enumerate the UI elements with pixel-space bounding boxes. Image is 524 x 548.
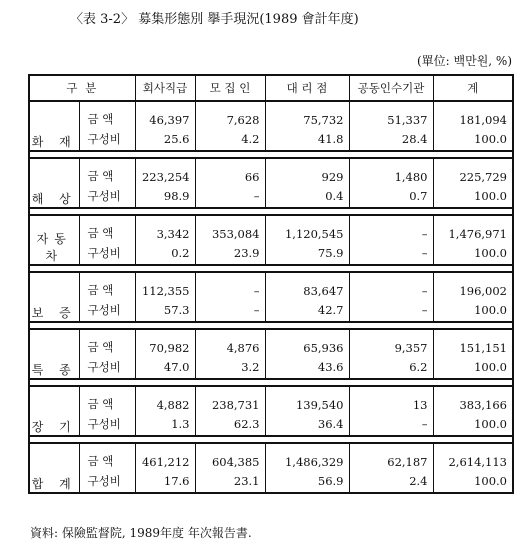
table-row xyxy=(29,127,513,151)
cell-amount-agent: 4,876 xyxy=(195,329,265,355)
header-category: 구 분 xyxy=(29,75,135,101)
group-gap xyxy=(29,436,513,443)
cell-amount-agent: – xyxy=(195,272,265,298)
table-row xyxy=(29,184,513,208)
cell-ratio-coinsurer: – xyxy=(349,241,433,265)
cell-ratio-total: 100.0 xyxy=(433,184,513,208)
group-label: 보 증 xyxy=(29,272,79,322)
cell-ratio-coinsurer: 0.7 xyxy=(349,184,433,208)
cell-amount-agent: 7,628 xyxy=(195,101,265,127)
cell-amount-broker: 1,486,329 xyxy=(265,443,349,469)
cell-ratio-agent: 3.2 xyxy=(195,355,265,379)
cell-ratio-total: 100.0 xyxy=(433,469,513,493)
row-label-amount: 금 액 xyxy=(87,397,114,411)
unit-note: (單位: 백만원, %) xyxy=(416,54,512,68)
cell-amount-agent: 353,084 xyxy=(195,215,265,241)
table-row xyxy=(29,443,513,469)
cell-ratio-agent: 23.1 xyxy=(195,469,265,493)
cell-ratio-broker: 36.4 xyxy=(265,412,349,436)
cell-amount-agent: 66 xyxy=(195,158,265,184)
table-row xyxy=(29,101,513,127)
cell-amount-total: 151,151 xyxy=(433,329,513,355)
cell-ratio-total: 100.0 xyxy=(433,355,513,379)
row-label-ratio: 구성비 xyxy=(79,298,135,322)
header-total: 계 xyxy=(433,75,513,101)
group-gap xyxy=(29,208,513,215)
cell-ratio-agent: 62.3 xyxy=(195,412,265,436)
cell-amount-direct: 461,212 xyxy=(135,443,195,469)
table-row xyxy=(29,241,513,265)
table-row xyxy=(29,386,513,412)
row-label-amount: 금 액 xyxy=(87,283,114,297)
cell-ratio-direct: 17.6 xyxy=(135,469,195,493)
cell-ratio-coinsurer: 6.2 xyxy=(349,355,433,379)
cell-amount-broker: 65,936 xyxy=(265,329,349,355)
cell-amount-coinsurer: 62,187 xyxy=(349,443,433,469)
cell-amount-agent: 238,731 xyxy=(195,386,265,412)
cell-ratio-agent: – xyxy=(195,184,265,208)
row-label-amount: 금 액 xyxy=(87,226,114,240)
cell-ratio-total: 100.0 xyxy=(433,298,513,322)
cell-amount-direct: 223,254 xyxy=(135,158,195,184)
row-label-amount: 금 액 xyxy=(87,112,114,126)
cell-amount-coinsurer: 13 xyxy=(349,386,433,412)
group-label: 해 상 xyxy=(29,158,79,208)
group-gap xyxy=(29,379,513,386)
cell-ratio-direct: 25.6 xyxy=(135,127,195,151)
cell-ratio-direct: 1.3 xyxy=(135,412,195,436)
cell-ratio-agent: 4.2 xyxy=(195,127,265,151)
cell-amount-coinsurer: 9,357 xyxy=(349,329,433,355)
cell-ratio-direct: 47.0 xyxy=(135,355,195,379)
cell-ratio-total: 100.0 xyxy=(433,412,513,436)
table-row xyxy=(29,215,513,241)
cell-amount-coinsurer: 1,480 xyxy=(349,158,433,184)
table-row xyxy=(29,329,513,355)
header-agent: 모 집 인 xyxy=(195,75,265,101)
header-broker: 대 리 점 xyxy=(265,75,349,101)
group-label: 합 계 xyxy=(29,443,79,493)
cell-amount-total: 181,094 xyxy=(433,101,513,127)
cell-ratio-broker: 42.7 xyxy=(265,298,349,322)
source-note: 資料: 保險監督院, 1989年度 年次報告書. xyxy=(30,526,252,540)
cell-ratio-coinsurer: – xyxy=(349,412,433,436)
cell-amount-total: 2,614,113 xyxy=(433,443,513,469)
table-title: 〈表 3-2〉 募集形態別 擧手現況(1989 會計年度) xyxy=(70,12,359,27)
group-label: 자동차 xyxy=(29,215,79,265)
row-label-ratio: 구성비 xyxy=(79,184,135,208)
cell-ratio-coinsurer: – xyxy=(349,298,433,322)
group-gap xyxy=(29,151,513,158)
row-label-ratio: 구성비 xyxy=(79,412,135,436)
cell-ratio-direct: 57.3 xyxy=(135,298,195,322)
row-label-amount: 금 액 xyxy=(87,340,114,354)
row-label-amount: 금 액 xyxy=(87,169,114,183)
cell-amount-broker: 929 xyxy=(265,158,349,184)
table-row xyxy=(29,158,513,184)
cell-amount-direct: 4,882 xyxy=(135,386,195,412)
table-row xyxy=(29,355,513,379)
cell-amount-total: 196,002 xyxy=(433,272,513,298)
cell-amount-coinsurer: – xyxy=(349,215,433,241)
cell-ratio-total: 100.0 xyxy=(433,241,513,265)
group-label: 화 재 xyxy=(29,101,79,151)
cell-amount-total: 225,729 xyxy=(433,158,513,184)
cell-amount-broker: 1,120,545 xyxy=(265,215,349,241)
table-body xyxy=(29,101,513,493)
cell-amount-direct: 70,982 xyxy=(135,329,195,355)
premium-table xyxy=(28,74,514,494)
cell-amount-direct: 46,397 xyxy=(135,101,195,127)
table-row xyxy=(29,272,513,298)
row-label-ratio: 구성비 xyxy=(79,127,135,151)
cell-ratio-total: 100.0 xyxy=(433,127,513,151)
cell-ratio-direct: 98.9 xyxy=(135,184,195,208)
cell-amount-coinsurer: 51,337 xyxy=(349,101,433,127)
table-row xyxy=(29,469,513,493)
cell-amount-total: 383,166 xyxy=(433,386,513,412)
table-row xyxy=(29,298,513,322)
cell-amount-broker: 75,732 xyxy=(265,101,349,127)
row-label-amount: 금 액 xyxy=(87,454,114,468)
group-gap xyxy=(29,322,513,329)
cell-amount-coinsurer: – xyxy=(349,272,433,298)
table-row xyxy=(29,412,513,436)
group-gap xyxy=(29,265,513,272)
header-direct: 회사직급 xyxy=(135,75,195,101)
row-label-ratio: 구성비 xyxy=(79,241,135,265)
cell-amount-broker: 83,647 xyxy=(265,272,349,298)
cell-amount-total: 1,476,971 xyxy=(433,215,513,241)
row-label-ratio: 구성비 xyxy=(79,355,135,379)
cell-ratio-agent: 23.9 xyxy=(195,241,265,265)
cell-ratio-coinsurer: 2.4 xyxy=(349,469,433,493)
cell-amount-direct: 112,355 xyxy=(135,272,195,298)
cell-amount-direct: 3,342 xyxy=(135,215,195,241)
cell-ratio-broker: 43.6 xyxy=(265,355,349,379)
group-label: 특 종 xyxy=(29,329,79,379)
cell-ratio-agent: – xyxy=(195,298,265,322)
cell-ratio-broker: 0.4 xyxy=(265,184,349,208)
cell-ratio-broker: 41.8 xyxy=(265,127,349,151)
cell-ratio-direct: 0.2 xyxy=(135,241,195,265)
group-label: 장 기 xyxy=(29,386,79,436)
cell-ratio-broker: 75.9 xyxy=(265,241,349,265)
header-coinsurer: 공동인수기관 xyxy=(349,75,433,101)
row-label-ratio: 구성비 xyxy=(79,469,135,493)
cell-amount-broker: 139,540 xyxy=(265,386,349,412)
cell-ratio-coinsurer: 28.4 xyxy=(349,127,433,151)
cell-ratio-broker: 56.9 xyxy=(265,469,349,493)
cell-amount-agent: 604,385 xyxy=(195,443,265,469)
